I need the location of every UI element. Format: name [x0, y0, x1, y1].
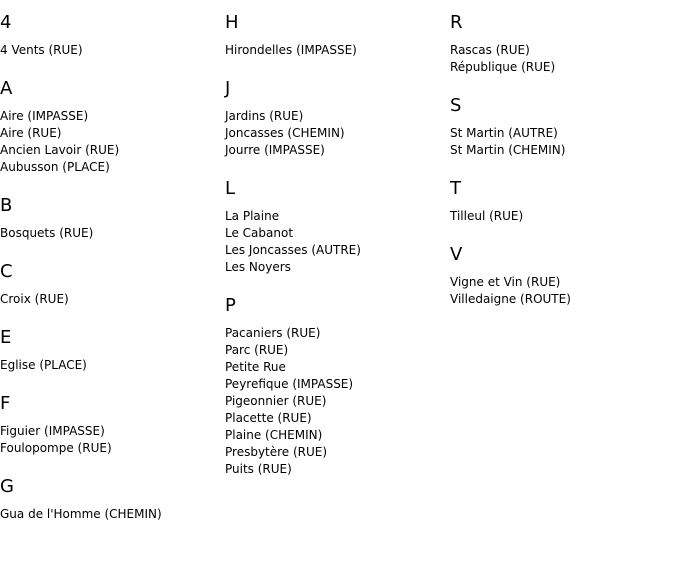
index-column [225, 0, 445, 498]
street-link[interactable]: Pigeonnier (RUE) [225, 394, 327, 408]
letter-group [225, 179, 445, 276]
street-list [225, 108, 445, 159]
street-list [0, 357, 220, 374]
street-list [0, 42, 220, 59]
street-link[interactable]: St Martin (AUTRE) [450, 126, 558, 140]
street-link[interactable]: Aubusson (PLACE) [0, 160, 110, 174]
street-link[interactable]: Vigne et Vin (RUE) [450, 275, 561, 289]
street-link[interactable]: Placette (RUE) [225, 411, 312, 425]
street-link[interactable]: Villedaigne (ROUTE) [450, 292, 571, 306]
street-link[interactable]: Hirondelles (IMPASSE) [225, 43, 357, 57]
letter-heading: P [225, 295, 236, 316]
street-link[interactable]: Les Joncasses (AUTRE) [225, 243, 361, 257]
street-link[interactable]: Bosquets (RUE) [0, 226, 94, 240]
letter-group [0, 328, 220, 374]
street-link[interactable]: Joncasses (CHEMIN) [225, 126, 345, 140]
street-list [450, 208, 670, 225]
letter-group [450, 13, 670, 76]
street-list [225, 208, 445, 276]
street-link[interactable]: Tilleul (RUE) [450, 209, 524, 223]
index-column [450, 0, 670, 328]
letter-group [225, 79, 445, 159]
letter-heading: G [0, 476, 14, 497]
letter-heading: V [450, 244, 463, 265]
letter-heading: T [450, 178, 461, 199]
letter-group [0, 13, 220, 59]
letter-heading: J [225, 78, 231, 99]
street-list [0, 423, 220, 457]
street-link[interactable]: St Martin (CHEMIN) [450, 143, 566, 157]
street-list [450, 274, 670, 308]
street-link[interactable]: Peyrefique (IMPASSE) [225, 377, 354, 391]
street-link[interactable]: Parc (RUE) [225, 343, 289, 357]
letter-group [0, 394, 220, 457]
street-link[interactable]: Figuier (IMPASSE) [0, 424, 105, 438]
letter-heading: L [225, 178, 236, 199]
street-list [225, 325, 445, 478]
street-list [450, 125, 670, 159]
street-link[interactable]: La Plaine [225, 209, 280, 223]
letter-heading: F [0, 393, 11, 414]
letter-group [0, 196, 220, 242]
street-link[interactable]: Les Noyers [225, 260, 291, 274]
street-link[interactable]: Ancien Lavoir (RUE) [0, 143, 120, 157]
street-link[interactable]: Jourre (IMPASSE) [225, 143, 325, 157]
street-link[interactable]: Eglise (PLACE) [0, 358, 87, 372]
letter-heading: A [0, 78, 13, 99]
index-column [0, 0, 220, 543]
street-list [0, 225, 220, 242]
letter-heading: R [450, 12, 463, 33]
letter-group [0, 477, 220, 523]
street-list [0, 291, 220, 308]
letter-heading: E [0, 327, 12, 348]
letter-heading: C [0, 261, 13, 282]
street-list [225, 42, 445, 59]
letter-heading: S [450, 95, 462, 116]
street-list [450, 42, 670, 76]
street-link[interactable]: Le Cabanot [225, 226, 294, 240]
street-link[interactable]: Pacaniers (RUE) [225, 326, 321, 340]
street-link[interactable]: Gua de l'Homme (CHEMIN) [0, 507, 162, 521]
street-link[interactable]: 4 Vents (RUE) [0, 43, 83, 57]
letter-heading: H [225, 12, 239, 33]
street-link[interactable]: Plaine (CHEMIN) [225, 428, 323, 442]
letter-group [450, 179, 670, 225]
letter-heading: B [0, 195, 13, 216]
street-link[interactable]: Jardins (RUE) [225, 109, 304, 123]
letter-heading: 4 [0, 12, 12, 33]
street-link[interactable]: Rascas (RUE) [450, 43, 530, 57]
street-list [0, 506, 220, 523]
street-link[interactable]: Croix (RUE) [0, 292, 69, 306]
letter-group [225, 296, 445, 478]
street-link[interactable]: Presbytère (RUE) [225, 445, 328, 459]
street-link[interactable]: Petite Rue [225, 360, 286, 374]
street-link[interactable]: République (RUE) [450, 60, 556, 74]
letter-group [450, 245, 670, 308]
letter-group [225, 13, 445, 59]
street-list [0, 108, 220, 176]
street-link[interactable]: Puits (RUE) [225, 462, 292, 476]
letter-group [0, 262, 220, 308]
street-link[interactable]: Aire (IMPASSE) [0, 109, 89, 123]
letter-group [0, 79, 220, 176]
street-link[interactable]: Foulopompe (RUE) [0, 441, 112, 455]
letter-group [450, 96, 670, 159]
street-link[interactable]: Aire (RUE) [0, 126, 62, 140]
